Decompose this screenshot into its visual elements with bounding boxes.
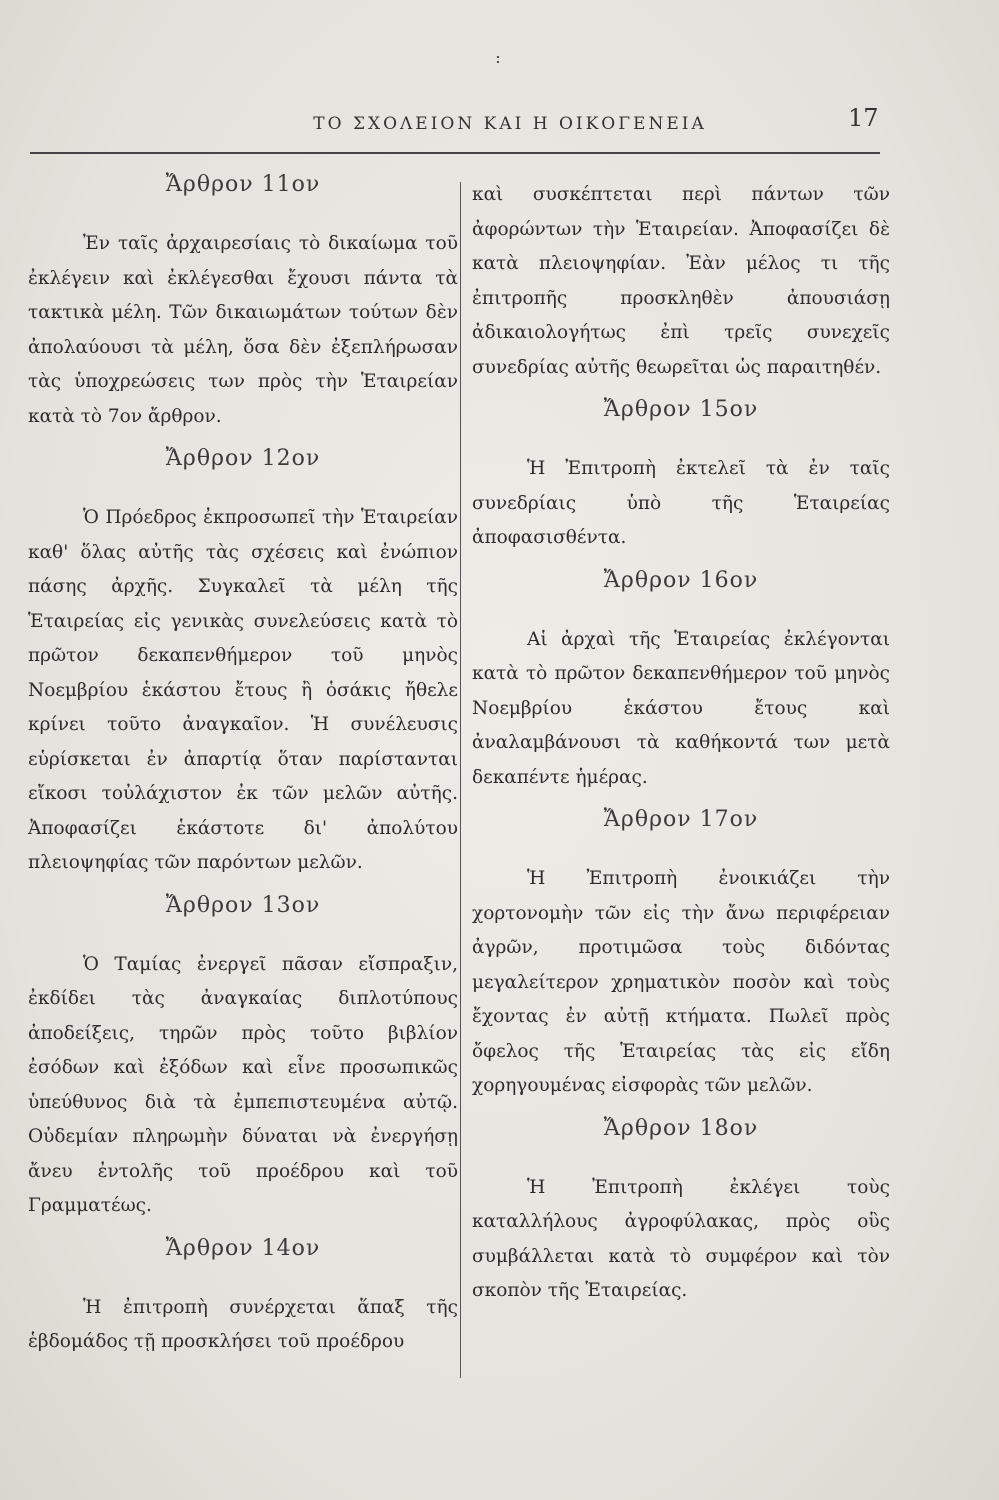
article-body: Ἐν ταῖς ἀρχαιρεσίαις τὸ δικαίωμα τοῦ ἐκλέγειν καὶ ἐκλέγεσθαι ἔχουσι πάντα τὰ τακτικὰ μέλη. Τῶν δικαιωμάτων τούτων δὲν ἀπολαύουσι τὰ μέλη, ὅσα δὲν ἐξεπλήρωσαν τὰς ὑποχρεώσεις των πρὸς τὴν Ἑταιρείαν κατὰ τὸ 7ον ἄρθρον. [28,233,458,427]
article-body: Ἡ ἐπιτροπὴ συνέρχεται ἅπαξ τῆς ἑβδομάδος τῇ προσκλήσει τοῦ προέδρου [28,1296,458,1352]
column-divider [460,182,461,1378]
article-14-continued [472,178,890,385]
article-heading: Ἄρθρον 17ον [603,807,759,832]
article-body: Ὁ Ταμίας ἐνεργεῖ πᾶσαν εἴσπραξιν, ἐκδίδει τὰς ἀναγκαίας διπλοτύπους ἀποδείξεις, τηρῶν πρὸς τοῦτο βιβλίον ἐσόδων καὶ ἐξόδων καὶ εἶνε προσωπικῶς ὑπεύθυνος διὰ τὰ ἐμπεπιστευμένα αὐτῷ. Οὐδεμίαν πληρωμὴν δύναται νὰ ἐνεργήσῃ ἄνευ ἐντολῆς τοῦ προέδρου καὶ τοῦ Γραμματέως. [28,953,458,1216]
article-body: καὶ συσκέπτεται περὶ πάντων τῶν ἀφορώντων τὴν Ἑταιρείαν. Ἀποφασίζει δὲ κατὰ πλειοψηφίαν. Ἐὰν μέλος τι τῆς ἐπιτροπῆς προσκληθὲν ἀπουσιάσῃ ἀδικαιολογήτως ἐπὶ τρεῖς συνεχεῖς συνεδρίας αὐτῆς θεωρεῖται ὡς παραιτηθέν. [472,184,890,378]
article-heading: Ἄρθρον 16ον [603,567,759,593]
article-18 [472,1116,890,1309]
article-body: Ἡ Ἐπιτροπὴ ἐνοικιάζει τὴν χορτονομὴν τῶν εἰς τὴν ἄνω περιφέρειαν ἀγρῶν, προτιμῶσα τοὺς διδόντας μεγαλείτερον χρηματικὸν ποσὸν καὶ τοὺς ἔχοντας ἐν αὐτῇ κτήματα. Πωλεῖ πρὸς ὄφελος τῆς Ἑταιρείας τὰς εἰς εἴδη χορηγουμένας εἰσφορὰς τῶν μελῶν. [472,868,890,1096]
page-number: 17 [848,104,879,132]
article-body: Ἡ Ἐπιτροπὴ ἐκλέγει τοὺς καταλλήλους ἀγροφύλακας, πρὸς οὓς συμβάλλεται κατὰ τὸ συμφέρον καὶ τὸν σκοπὸν τῆς Ἑταιρείας. [472,1176,890,1301]
article-heading: Ἄρθρον 18ον [603,1115,759,1141]
running-header-title: ΤΟ ΣΧΟΛΕΙΟΝ ΚΑΙ Η ΟΙΚΟΓΕΝΕΙΑ [313,114,707,134]
article-11 [28,172,458,434]
article-14 [28,1236,458,1360]
article-17 [472,807,890,1104]
article-16 [472,568,890,796]
article-heading: Ἄρθρον 15ον [603,397,759,422]
article-heading: Ἄρθρον 12ον [165,446,321,471]
article-heading: Ἄρθρον 11ον [165,172,321,197]
page-marks: : [495,48,501,67]
article-heading: Ἄρθρον 14ον [165,1235,321,1261]
article-13 [28,893,458,1224]
article-heading: Ἄρθρον 13ον [165,892,321,918]
left-column [28,168,458,1368]
article-body: Ἡ Ἐπιτροπὴ ἐκτελεῖ τὰ ἐν ταῖς συνεδρίαις ὑπὸ τῆς Ἑταιρείας ἀποφασισθέντα. [472,458,890,548]
article-15 [472,397,890,556]
article-body: Ὁ Πρόεδρος ἐκπροσωπεῖ τὴν Ἑταιρείαν καθ' ὅλας αὐτῆς τὰς σχέσεις καὶ ἐνώπιον πάσης ἀρχῆς. Συγκαλεῖ τὰ μέλη τῆς Ἑταιρείας εἰς γενικὰς συνελεύσεις κατὰ τὸ πρῶτον δεκαπενθήμερον τοῦ μηνὸς Νοεμβρίου ἑκάστου ἔτους ἢ ὁσάκις ἤθελε κρίνει τοῦτο ἀναγκαῖον. Ἡ συνέλευσις εὑρίσκεται ἐν ἀπαρτίᾳ ὅταν παρίστανται εἴκοσι τοὐλάχιστον ἐκ τῶν μελῶν αὐτῆς. Ἀποφασίζει ἑκάστοτε δι' ἀπολύτου πλειοψηφίας τῶν παρόντων μελῶν. [28,507,458,873]
article-body: Αἱ ἀρχαὶ τῆς Ἑταιρείας ἐκλέγονται κατὰ τὸ πρῶτον δεκαπενθήμερον τοῦ μηνὸς Νοεμβρίου ἑκάστου ἔτους καὶ ἀναλαμβάνουσι τὰ καθήκοντά των μετὰ δεκαπέντε ἡμέρας. [472,628,890,788]
article-12 [28,446,458,881]
right-column [472,178,890,1317]
header-rule [30,152,880,154]
